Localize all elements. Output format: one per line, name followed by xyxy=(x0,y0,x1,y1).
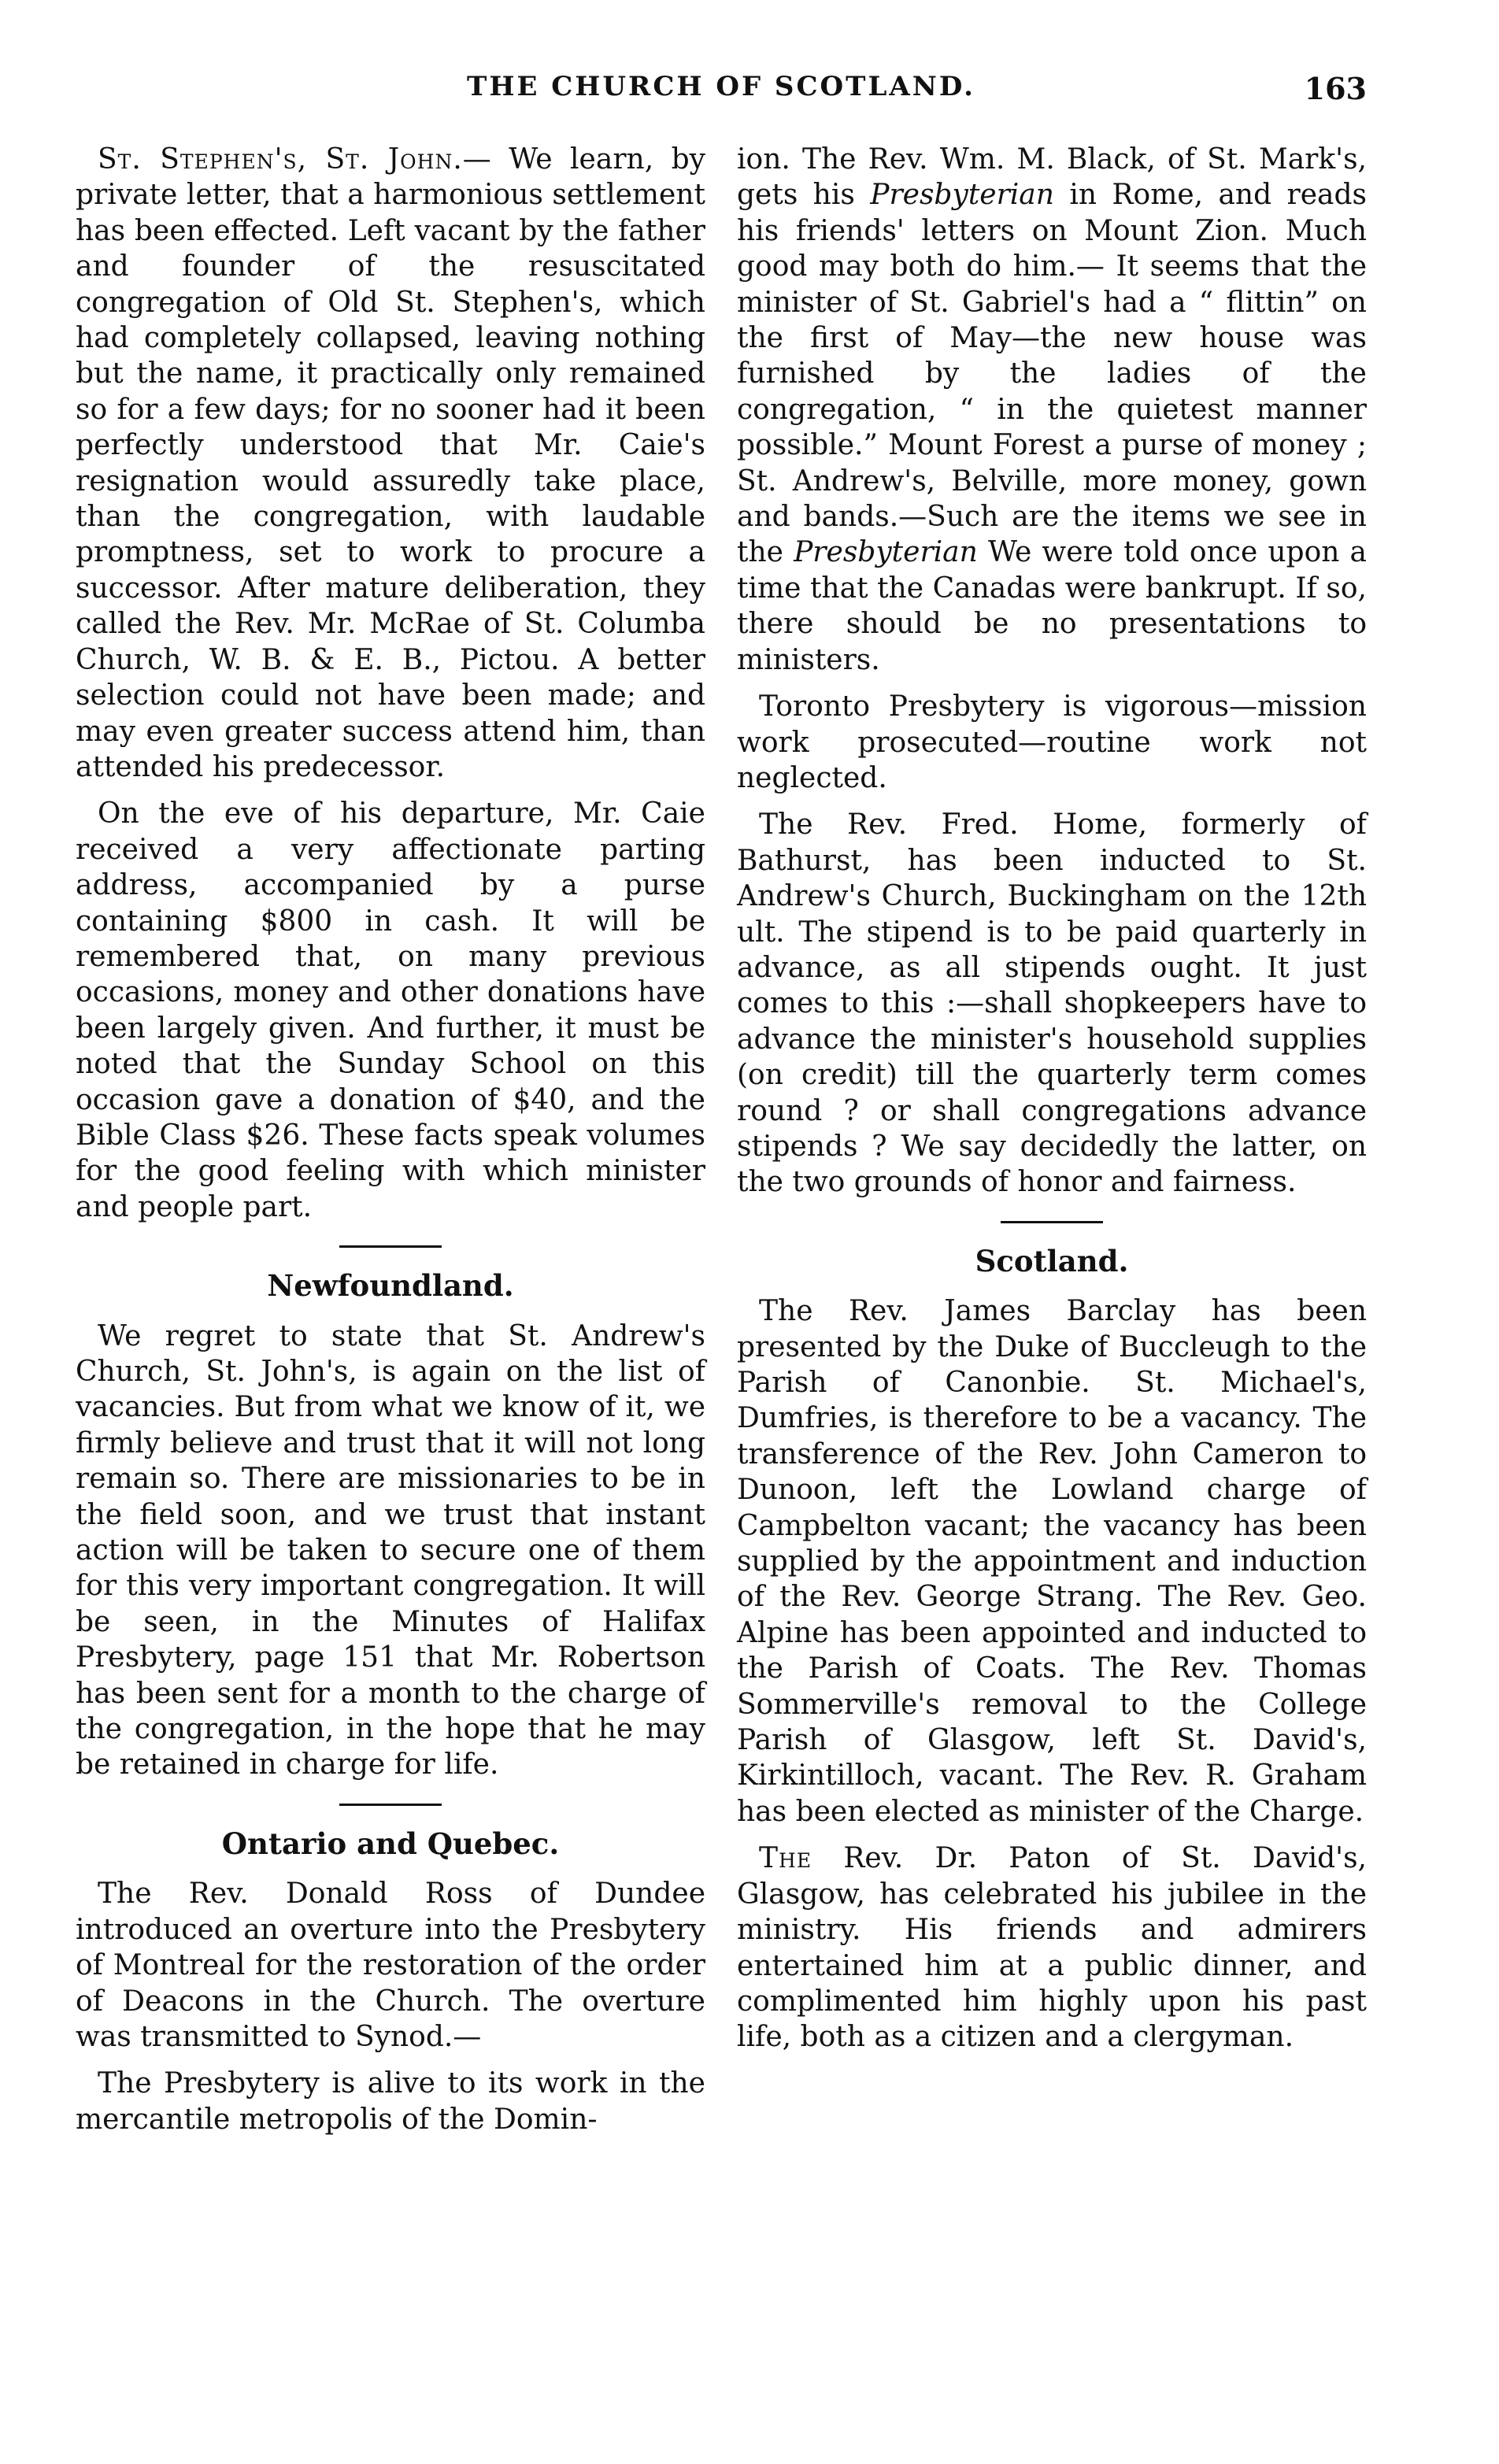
stephens-text-1: — We learn, by private letter, that a harmonious settlement has been effected. Left vacant by the father and founder of the resuscitated congregation of Old St. Stephen's, which had completely collapsed, leaving nothing but the name, it practically only remained so for a few days; for no sooner had it been perfectly understood that Mr. Caie's resignation would assuredly take place, than the congregation, with laudable promptness, set to work to procure a successor. After mature deliberation, they called the Rev. Mr. McRae of St. Columba Church, W. B. & E. B., Pictou. A better selection could not have been made; and may even greater success attend him, than attended his predecessor. xyxy=(76,143,705,783)
scotland-paragraph-2 xyxy=(737,1841,1367,2055)
scotland-paragraph-1: The Rev. James Barclay has been presented by the Duke of Buccleugh to the Parish of Canonbie. St. Michael's, Dumfries, is therefore to be a vacancy. The transference of the Rev. John Cameron to Dunoon, left the Lowland charge of Campbelton vacant; the vacancy has been supplied by the appointment and induction of the Rev. George Strang. The Rev. Geo. Alpine has been appointed and inducted to the Parish of Coats. The Rev. Thomas Sommerville's removal to the College Parish of Glasgow, left St. David's, Kirkintilloch, vacant. The Rev. R. Graham has been elected as minister of the Charge. xyxy=(737,1295,1367,1828)
scotland-heading: Scotland. xyxy=(975,1243,1129,1278)
left-column xyxy=(76,142,705,2137)
ontario-continuation xyxy=(737,142,1367,678)
ontario-cont-text-1: ion. The Rev. Wm. M. Black, of St. Mark's, gets his xyxy=(737,143,1367,212)
toronto-paragraph: Toronto Presbytery is vigorous—mission work prosecuted—routine work not neglected. xyxy=(737,690,1367,794)
stephens-paragraph-2: On the eve of his departure, Mr. Caie received a very affectionate parting address, accompanied by a purse containing $800 in cash. It will be remembered that, on many previous occasions, money and other donations have been largely given. And further, it must be noted that the Sunday School on this occasion gave a donation of $40, and the Bible Class $26. These facts speak volumes for the good feeling with which minister and people part. xyxy=(76,797,705,1223)
running-title: THE CHURCH OF SCOTLAND. xyxy=(467,71,975,102)
section-rule xyxy=(339,1245,442,1248)
section-rule xyxy=(339,1804,442,1806)
section-rule xyxy=(1001,1221,1103,1223)
paton-lead: The xyxy=(759,1842,812,1875)
ontario-paragraph-1: The Rev. Donald Ross of Dundee introduced an overture into the Presbytery of Montreal for the restoration of the order of Deacons in the Church. The overture was transmitted to Synod.— xyxy=(76,1878,705,2053)
newfoundland-paragraph: We regret to state that St. Andrew's Church, St. John's, is again on the list of vacancies. But from what we know of it, we firmly believe and trust that it will not long remain so. There are missionaries to be in the field soon, and we trust that instant action will be taken to secure one of them for this very important congregation. It will be seen, in the Minutes of Halifax Presbytery, page 151 that Mr. Robertson has been sent for a month to the charge of the congregation, in the hope that he may be retained in charge for life. xyxy=(76,1319,705,1781)
page-number: 163 xyxy=(1304,71,1367,106)
stephens-lead: St. Stephen's, St. John. xyxy=(98,143,463,176)
ontario-heading: Ontario and Quebec. xyxy=(221,1826,560,1861)
running-head xyxy=(76,71,1367,118)
newfoundland-heading: Newfoundland. xyxy=(267,1268,514,1304)
stephens-paragraph-1 xyxy=(76,142,705,785)
presbyterian-title-1: Presbyterian xyxy=(870,179,1054,212)
home-paragraph: The Rev. Fred. Home, formerly of Bathurst, has been inducted to St. Andrew's Church, Buckingham on the 12th ult. The stipend is to be paid quarterly in advance, as all stipends ought. It just comes to this :—shall shopkeepers have to advance the minister's household supplies (on credit) till the quarterly term comes round ? or shall congregations advance stipends ? We say decidedly the latter, on the two grounds of honor and fairness. xyxy=(737,808,1367,1199)
presbyterian-title-2: Presbyterian xyxy=(794,536,978,569)
ontario-paragraph-2: The Presbytery is alive to its work in the mercantile metropolis of the Domin- xyxy=(76,2067,705,2136)
paton-text: Rev. Dr. Paton of St. David's, Glasgow, has celebrated his jubilee in the ministry. His friends and admirers entertained him at a public dinner, and complimented him highly upon his past life, both as a citizen and a clergyman. xyxy=(737,1842,1367,2054)
ontario-cont-text-2: in Rome, and reads his friends' letters on Mount Zion. Much good may both do him.— It seems that the minister of St. Gabriel's had a “ flittin” on the first of May—the new house was furnished by the ladies of the congregation, “ in the quietest manner possible.” Mount Forest a purse of money ; St. Andrew's, Belville, more money, gown and bands.—Such are the items we see in the xyxy=(737,179,1367,569)
ontario-cont-text-3: We were told once upon a time that the Canadas were bankrupt. If so, there should be no presentations to ministers. xyxy=(737,536,1367,676)
right-column xyxy=(737,142,1367,2055)
